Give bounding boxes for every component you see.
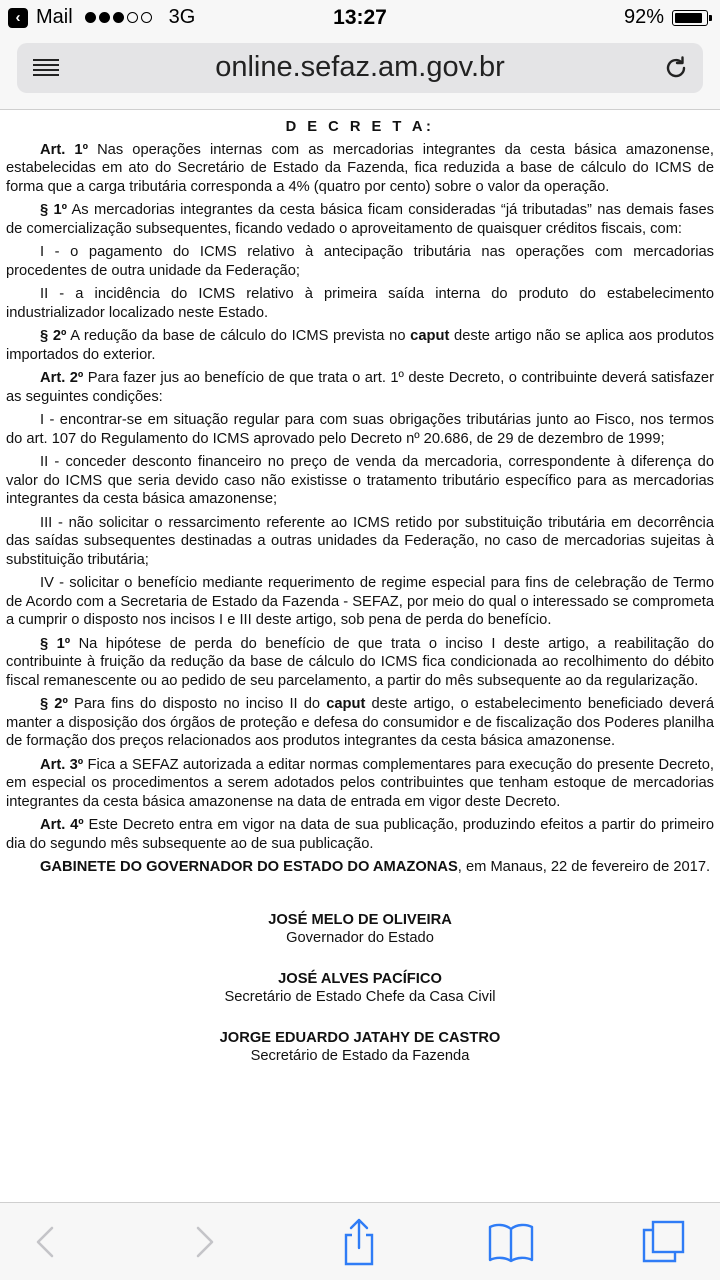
paragraph-lead: Art. 4º: [40, 817, 84, 833]
paragraph-text: deste artigo não se aplica aos produtos importados do exterior.: [6, 328, 714, 363]
signature-block: [6, 970, 714, 1007]
paragraph-lead: Art. 3º: [40, 756, 84, 773]
decree-paragraph: [6, 285, 714, 322]
paragraph-lead: § 2º: [40, 328, 67, 344]
signature-block: [6, 911, 714, 948]
paragraph-text: I - encontrar-se em situação regular para com suas obrigações tributárias junto ao Fisco, nos termos do art. 107 do Regulamento do ICMS aprovado pelo Decreto nº 20.686, de 29 de dezembro de 1999;: [6, 412, 714, 447]
paragraph-text: Nas operações internas com as mercadorias integrantes da cesta básica amazonense, estabelecidas em ato do Secretário de Estado da Fazenda, fica reduzida a base de cálculo do ICMS de forma que a carga tributária corresponda a 4% (quatro por cento) sobre o valor da operação.: [6, 141, 714, 195]
signature-block: [6, 1029, 714, 1066]
decree-paragraph: [6, 756, 714, 812]
tabs-icon[interactable]: [638, 1217, 688, 1267]
decree-paragraph: [6, 695, 714, 751]
signatory-role: Governador do Estado: [286, 930, 434, 946]
paragraph-text: Para fins do disposto no inciso II do: [67, 696, 327, 712]
paragraph-text: As mercadorias integrantes da cesta básica ficam consideradas “já tributadas” nas demais fases de comercialização subsequentes, ficando vedado o aproveitamento de quaisquer créditos fiscais, com:: [6, 202, 714, 237]
paragraph-text: Este Decreto entra em vigor na data de sua publicação, produzindo efeitos a partir do primeiro dia do segundo mês subsequente ao de sua publicação.: [6, 817, 714, 852]
paragraph-text: III - não solicitar o ressarcimento referente ao ICMS retido por substituição tributária em decorrência das saídas subsequentes destinadas a outras unidades da Federação, no caso de mercadorias sujeitas à substituição tributária;: [6, 514, 714, 568]
decree-paragraph: [6, 858, 714, 877]
decree-paragraph: [6, 635, 714, 691]
paragraph-text: Para fazer jus ao benefício de que trata o art. 1º deste Decreto, o contribuinte deverá satisfazer as seguintes condições:: [6, 370, 714, 405]
battery-nub: [709, 15, 712, 21]
decree-document: [6, 118, 714, 1066]
clock: 13:27: [333, 6, 387, 29]
battery-icon: [672, 10, 708, 26]
share-icon[interactable]: [334, 1217, 384, 1267]
signatory-name: JOSÉ ALVES PACÍFICO: [278, 970, 442, 987]
decree-body: [6, 141, 714, 877]
signatory-name: JORGE EDUARDO JATAHY DE CASTRO: [219, 1029, 501, 1046]
url-text[interactable]: online.sefaz.am.gov.br: [215, 51, 505, 83]
decree-paragraph: [6, 201, 714, 238]
decree-paragraph: [6, 141, 714, 197]
signatory-name: JOSÉ MELO DE OLIVEIRA: [268, 911, 452, 928]
paragraph-lead: GABINETE DO GOVERNADOR DO ESTADO DO AMAZONAS: [40, 859, 458, 875]
browser-toolbar: [0, 1202, 720, 1280]
bookmarks-icon[interactable]: [486, 1217, 536, 1267]
status-right: [624, 6, 708, 29]
decree-paragraph: [6, 514, 714, 570]
paragraph-text: Na hipótese de perda do benefício de que trata o inciso I deste artigo, a reabilitação do contribuinte à fruição da redução da base de cálculo do ICMS fica condicionada ao recolhimento do débito fiscal remanescente ou ao pedido de seu parcelamento, a partir do mês subsequente ao da regularização.: [6, 635, 714, 689]
battery-fill: [675, 13, 702, 23]
status-bar: [0, 0, 720, 36]
forward-icon[interactable]: [180, 1217, 230, 1267]
address-bar[interactable]: [17, 43, 703, 93]
paragraph-text: , em Manaus, 22 de fevereiro de 2017.: [457, 859, 711, 875]
decree-paragraph: [6, 453, 714, 509]
network-type: 3G: [168, 6, 196, 28]
paragraph-lead: Art. 1º: [40, 141, 88, 158]
paragraph-text: deste artigo, o estabelecimento beneficiado deverá manter a disposição dos órgãos de proteção e defesa do consumidor e de fiscalização dos Poderes planilha de formação dos preços relacionados aos produtos integrantes da cesta básica amazonense.: [6, 696, 714, 749]
back-icon[interactable]: [20, 1217, 70, 1267]
paragraph-text: II - conceder desconto financeiro no preço de venda da mercadoria, correspondente à diferença do valor do ICMS que seria devido caso não existisse o tratamento tributário específico para as mercadorias integrantes da cesta básica amazonense;: [6, 454, 714, 507]
paragraph-lead: § 1º: [40, 635, 71, 652]
reload-icon[interactable]: [663, 55, 689, 81]
back-to-app-label[interactable]: Mail: [36, 6, 73, 28]
signatures: [6, 911, 714, 1066]
battery-percent: 92%: [623, 6, 664, 28]
decree-paragraph: [6, 411, 714, 448]
paragraph-lead: § 1º: [40, 202, 68, 218]
paragraph-text: Fica a SEFAZ autorizada a editar normas complementares para execução do presente Decreto, em especial os procedimentos a serem adotados pelos contribuintes que tenham estoque de mercadorias integrantes da cesta básica amazonense na data de entrada em vigor deste Decreto.: [6, 756, 714, 810]
paragraph-text: A redução da base de cálculo do ICMS prevista no: [66, 328, 411, 344]
back-to-app-icon[interactable]: ‹: [8, 8, 28, 28]
signatory-role: Secretário de Estado da Fazenda: [250, 1048, 470, 1064]
paragraph-emphasis: caput: [326, 696, 366, 712]
paragraph-text: II - a incidência do ICMS relativo à primeira saída interna do produto do estabelecimento industrializador localizado neste Estado.: [6, 286, 714, 321]
decree-paragraph: [6, 816, 714, 853]
decree-heading: D E C R E T A:: [285, 119, 435, 135]
paragraph-text: IV - solicitar o benefício mediante requerimento de regime especial para fins de celebração de Termo de Acordo com a Secretaria de Estado da Fazenda - SEFAZ, por meio do qual o interessado se comprometa a cumprir o disposto nos incisos I e III deste artigo, sob pena de perda do benefício.: [6, 575, 714, 628]
paragraph-lead: Art. 2º: [40, 370, 84, 386]
signatory-role: Secretário de Estado Chefe da Casa Civil: [224, 989, 496, 1005]
decree-paragraph: [6, 574, 714, 630]
decree-paragraph: [6, 369, 714, 406]
browser-header: [0, 36, 720, 110]
paragraph-lead: § 2º: [40, 696, 68, 712]
paragraph-text: I - o pagamento do ICMS relativo à antecipação tributária nas operações com mercadorias procedentes de outra unidade da Federação;: [6, 244, 714, 279]
decree-paragraph: [6, 243, 714, 280]
paragraph-emphasis: caput: [410, 328, 450, 344]
decree-paragraph: [6, 327, 714, 364]
